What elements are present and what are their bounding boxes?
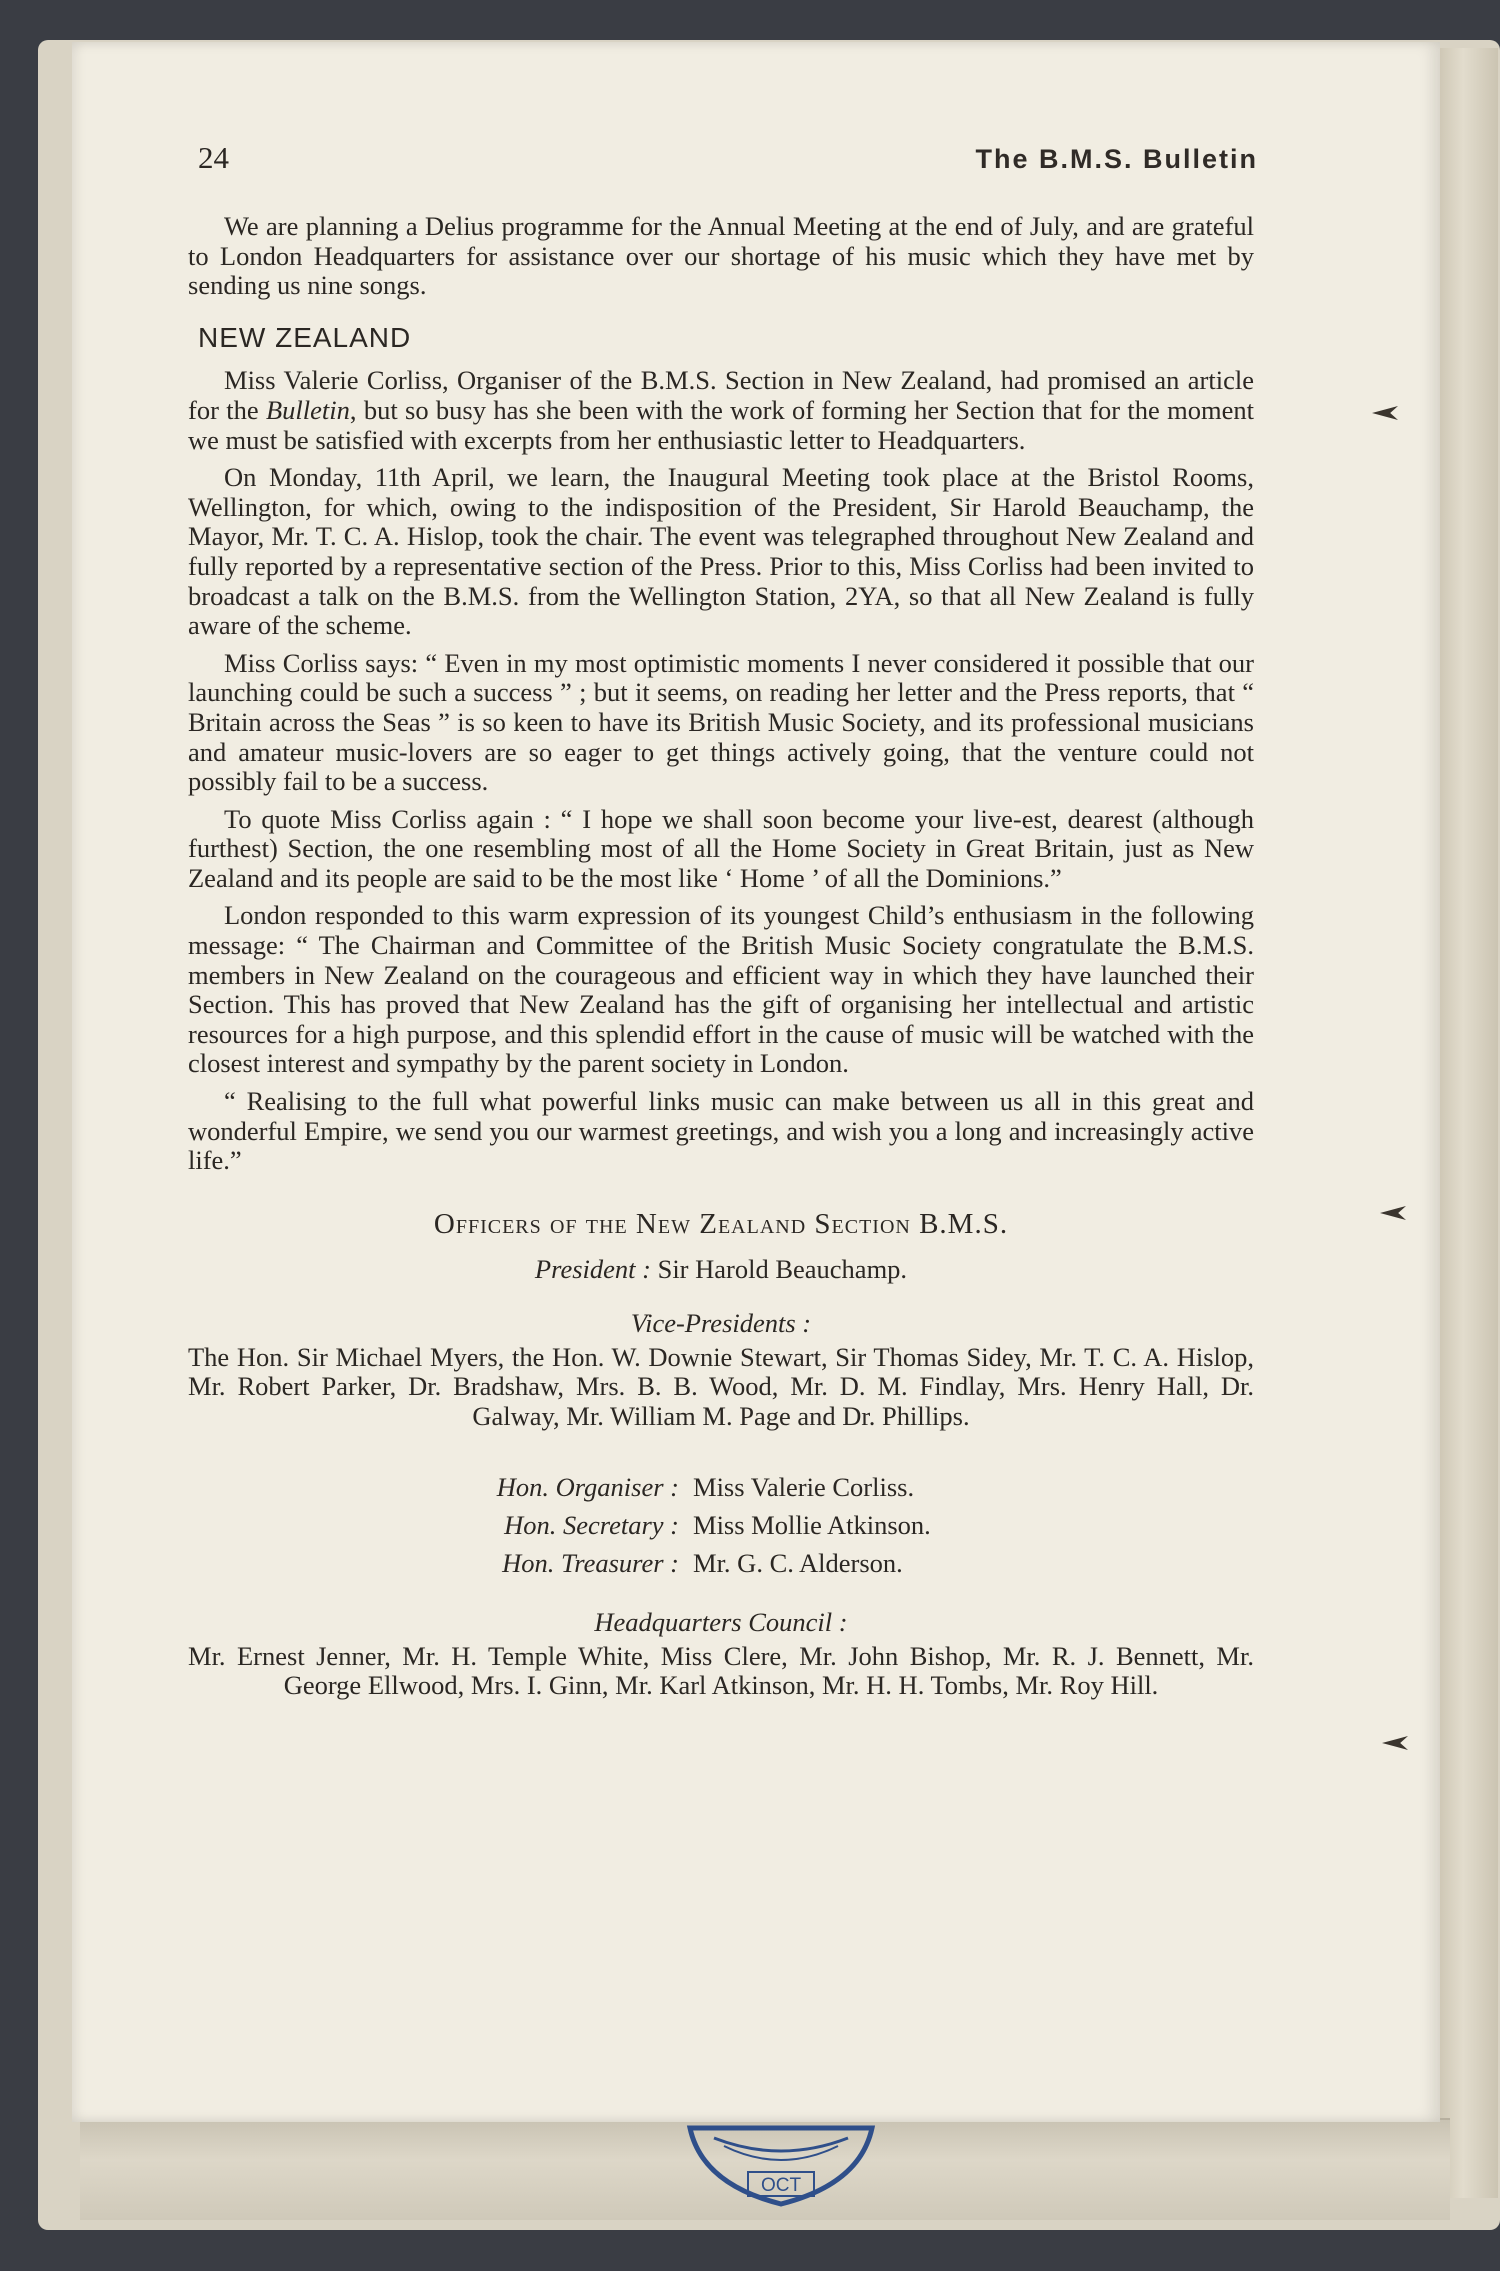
honorary-officer-line <box>188 1511 1254 1541</box>
officer-name: Miss Valerie Corliss. <box>693 1472 915 1503</box>
text-run: , but so busy has she been with the work of forming her Section that for the moment we must be satisfied with excerpts from her enthusiastic letter to Headquarters. <box>188 394 1254 455</box>
officer-name: Mr. G. C. Alderson. <box>693 1547 903 1578</box>
honorary-officer-line <box>188 1473 1254 1503</box>
council-names: Mr. Ernest Jenner, Mr. H. Temple White, Miss Clere, Mr. John Bishop, Mr. R. J. Bennett, Mr. George Ellwood, Mrs. I. Ginn, Mr. Karl Atkinson, Mr. H. H. Tombs, Mr. Roy Hill. <box>188 1640 1254 1701</box>
vice-presidents-heading: Vice-Presidents : <box>630 1308 812 1338</box>
page-number: 24 <box>198 140 229 175</box>
officers-title: Officers of the New Zealand Section B.M.S. <box>433 1207 1009 1240</box>
paragraph: London responded to this warm expression of its youngest Child’s enthusiasm in the following message: “ The Chairman and Committee of the British Music Society congratulate the B.M.S. members in New Zealand on the courageous and efficient way in which they have launched their Section. This has proved that New Zealand has the gift of organising her intellectual and artistic resources for a high purpose, and this splendid effort in the cause of music will be watched with the closest interest and sympathy by the parent society in London. <box>188 900 1254 1079</box>
honorary-officers <box>188 1473 1254 1578</box>
officer-role: Hon. Organiser : <box>496 1472 679 1503</box>
paragraph: Miss Corliss says: “ Even in my most optimistic moments I never considered it possible that our launching could be such a success ” ; but it seems, on reading her letter and the Press reports, that “ Britain across the Seas ” is so keen to have its British Music Society, and its professional musicians and amateur music-lovers are so eager to get things actively going, that the venture could not possibly fail to be a success. <box>188 647 1254 797</box>
section-heading: NEW ZEALAND <box>198 321 412 353</box>
officers-section <box>188 1207 1254 1701</box>
vice-presidents-names: The Hon. Sir Michael Myers, the Hon. W. Downie Stewart, Sir Thomas Sidey, Mr. T. C. A. Hislop, Mr. Robert Parker, Dr. Bradshaw, Mrs. B. B. Wood, Mr. D. M. Findlay, Mrs. Henry Hall, Dr. Galway, Mr. William M. Page and Dr. Phillips. <box>188 1341 1254 1431</box>
article-body <box>188 212 1254 1709</box>
council-heading: Headquarters Council : <box>594 1607 848 1638</box>
officer-name: Miss Mollie Atkinson. <box>693 1509 931 1540</box>
italic-title: Bulletin <box>265 394 350 425</box>
page-edge <box>1440 48 1498 2198</box>
paragraph: To quote Miss Corliss again : “ I hope we shall soon become your live-est, dearest (although furthest) Section, the one resembling most of all the Home Society in Great Britain, just as New Zealand and its people are said to be the most like ‘ Home ’ of all the Dominions.” <box>188 803 1254 893</box>
paragraph: On Monday, 11th April, we learn, the Inaugural Meeting took place at the Bristol Rooms, Wellington, for which, owing to the indisposition of the President, Sir Harold Beauchamp, the Mayor, Mr. T. C. A. Hislop, took the chair. The event was telegraphed throughout New Zealand and fully reported by a representative section of the Press. Prior to this, Miss Corliss had been invited to broadcast a talk on the B.M.S. from the Wellington Station, 2YA, so that all New Zealand is fully aware of the scheme. <box>188 462 1254 641</box>
library-stamp <box>684 2124 878 2208</box>
president-role: President : <box>534 1254 651 1285</box>
paragraph: “ Realising to the full what powerful links music can make between us all in this great and wonderful Empire, we send you our warmest greetings, and wish you a long and increasingly active life.” <box>188 1086 1254 1176</box>
stamp-ornament <box>724 2146 838 2160</box>
running-head: The B.M.S. Bulletin <box>975 144 1258 174</box>
president-line <box>188 1255 1254 1285</box>
text-run: Miss Valerie Corliss, Organiser of the B.M.S. Section in New Zealand, had promised an article for the <box>188 365 1254 425</box>
honorary-officer-line <box>188 1549 1254 1579</box>
paragraph: We are planning a Delius programme for the Annual Meeting at the end of July, and are grateful to London Headquarters for assistance over our shortage of his music which they have met by sending us nine songs. <box>188 211 1254 301</box>
president-name: Sir Harold Beauchamp. <box>657 1254 908 1285</box>
officer-role: Hon. Secretary : <box>504 1509 679 1540</box>
officer-role: Hon. Treasurer : <box>502 1547 679 1578</box>
stamp-ornament <box>714 2138 848 2151</box>
page-header <box>198 140 1258 176</box>
paragraph <box>188 366 1254 455</box>
stamp-text: OCT <box>760 2175 802 2196</box>
